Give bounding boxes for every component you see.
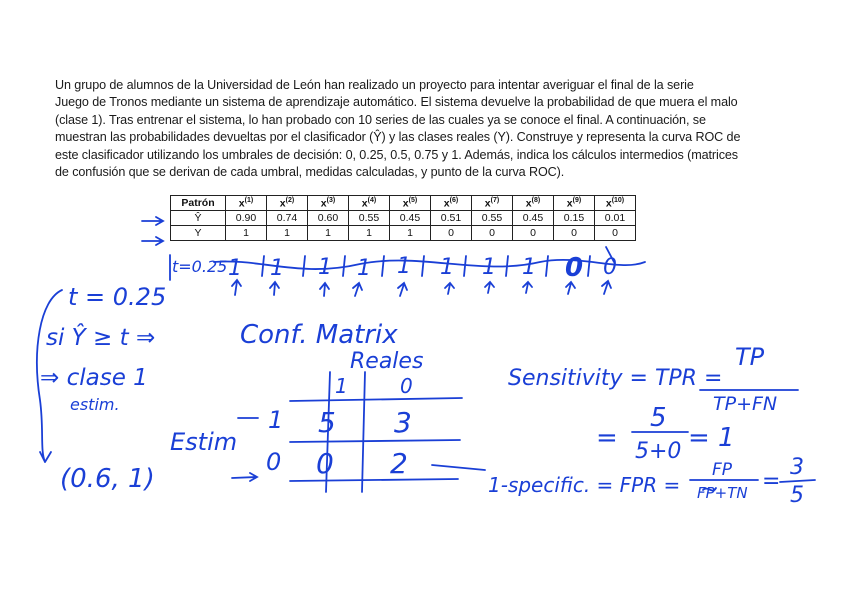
- table-cell: 0.60: [308, 211, 349, 226]
- statement-line: (clase 1). Tras entrenar el sistema, lo han probado con 10 series de las cuales ya se conoce el final. A continuación, se: [55, 112, 706, 127]
- col-header: $x^{(10)}$: [595, 196, 636, 211]
- table-cell: 0.90: [226, 211, 267, 226]
- equals-sign: =: [762, 469, 781, 494]
- statement-line: de confusión que se derivan de cada umbral, medidas calculadas, y punto de la curva ROC).: [55, 165, 565, 180]
- col-header: $x^{(3)}$: [308, 196, 349, 211]
- col-header: $x^{(6)}$: [431, 196, 472, 211]
- table-cell: 1: [267, 226, 308, 241]
- pattern-header: Patrón: [171, 196, 226, 211]
- threshold-value: 1: [318, 255, 332, 280]
- table-cell: 0.45: [390, 211, 431, 226]
- threshold-value: 1: [228, 256, 242, 281]
- statement-line: Juego de Tronos mediante un sistema de aprendizaje automático. El sistema devuelve la probabilidad de que muera el malo: [55, 95, 738, 110]
- col-header: $x^{(1)}$: [226, 196, 267, 211]
- table-cell: 0: [513, 226, 554, 241]
- arrow-icon: [398, 283, 407, 296]
- table-cell: 1: [308, 226, 349, 241]
- matrix-row-header: 0: [266, 448, 282, 476]
- estim-label: Estim: [170, 428, 238, 456]
- arrow-icon: [485, 282, 494, 293]
- tpr-denominator: TP+FN: [713, 393, 778, 415]
- table-cell: 0.45: [513, 211, 554, 226]
- tpr-numerator: TP: [735, 343, 765, 371]
- col-header: $x^{(5)}$: [390, 196, 431, 211]
- matrix-cell-tn: 2: [390, 447, 408, 480]
- threshold-value: 1: [270, 256, 284, 281]
- table-cell: 0: [431, 226, 472, 241]
- col-header: $x^{(2)}$: [267, 196, 308, 211]
- table-cell: 0: [472, 226, 513, 241]
- conf-matrix-title: Conf. Matrix: [240, 320, 398, 350]
- table-cell: 0.55: [349, 211, 390, 226]
- roc-point: (0.6, 1): [60, 464, 155, 494]
- table-cell: 0: [595, 226, 636, 241]
- matrix-hline-mid: [290, 440, 460, 442]
- matrix-vline-mid: [362, 372, 365, 492]
- reales-label: Reales: [350, 349, 424, 374]
- table-cell: 0: [554, 226, 595, 241]
- arrow-icon: [232, 280, 241, 295]
- left-note-line: t = 0.25: [68, 283, 167, 311]
- matrix-cell-fn: 0: [316, 447, 334, 480]
- threshold-value: 0: [565, 253, 584, 283]
- table-cell: 0.74: [267, 211, 308, 226]
- statement-line: Un grupo de alumnos de la Universidad de León han realizado un proyecto para intentar averiguar el final de la serie: [55, 78, 694, 92]
- threshold-value: 1: [522, 255, 536, 280]
- tpr-calc-denominator: 5+0: [635, 439, 682, 464]
- threshold-value: 1: [397, 254, 411, 279]
- arrow-icon: [270, 282, 279, 295]
- table-cell: 1: [390, 226, 431, 241]
- matrix-row-header: 1: [268, 406, 284, 434]
- arrow-icon: [232, 473, 257, 481]
- sensitivity-label: Sensitivity = TPR =: [508, 366, 723, 391]
- fraction-bar: [780, 480, 815, 482]
- tpr-result: = 1: [688, 423, 735, 453]
- threshold-dividers: [262, 256, 590, 276]
- col-header: $x^{(4)}$: [349, 196, 390, 211]
- matrix-col-header: 1: [335, 374, 348, 398]
- arrow-icon: [445, 283, 454, 294]
- arrow-icon: [142, 217, 163, 225]
- arrow-icon: [142, 237, 163, 245]
- fpr-numerator: FP: [712, 460, 733, 480]
- equals-sign: =: [596, 423, 618, 453]
- col-header: $x^{(7)}$: [472, 196, 513, 211]
- col-header: $x^{(8)}$: [513, 196, 554, 211]
- matrix-col-header: 0: [400, 374, 413, 398]
- tpr-calc-numerator: 5: [650, 403, 667, 433]
- fpr-label: 1-specific. = FPR =: [488, 473, 681, 497]
- threshold-value: 1: [440, 255, 454, 280]
- fpr-result-numerator: 3: [790, 455, 804, 480]
- threshold-row-label: t=0.25: [172, 257, 228, 276]
- table-cell: 0.01: [595, 211, 636, 226]
- left-note-line: ⇒ clase 1: [40, 365, 148, 391]
- arrow-icon: [602, 281, 611, 294]
- fpr-result-denominator: 5: [790, 483, 804, 508]
- arrow-icon: [353, 283, 362, 296]
- row-label: Ŷ: [171, 211, 226, 226]
- left-note-line: estim.: [70, 395, 120, 414]
- matrix-hline-top: [290, 398, 462, 401]
- row-label: Y: [171, 226, 226, 241]
- table-cell: 1: [226, 226, 267, 241]
- table-cell: 0.55: [472, 211, 513, 226]
- connector-line: [432, 465, 485, 470]
- fpr-denominator: FP+TN: [697, 484, 748, 502]
- col-header: $x^{(9)}$: [554, 196, 595, 211]
- left-note-line: si Ŷ ≥ t ⇒: [46, 325, 156, 351]
- threshold-value: 1: [357, 256, 371, 281]
- matrix-cell-fp: 3: [394, 406, 412, 439]
- arrow-icon: [523, 282, 532, 293]
- statement-line: este clasificador utilizando los umbrales de decisión: 0, 0.25, 0.5, 0.75 y 1. Además, indica los cálculos intermedios (matrices: [55, 147, 739, 162]
- matrix-cell-tp: 5: [318, 406, 336, 439]
- threshold-value: 1: [482, 255, 496, 280]
- arrow-icon: [566, 282, 575, 294]
- arrow-icon: [320, 283, 329, 296]
- table-cell: 0.15: [554, 211, 595, 226]
- threshold-value: 0: [603, 255, 617, 280]
- statement-line: muestran las probabilidades devueltas por el clasificador (Ŷ) y las clases reales (Y). Construye y representa la curva ROC de: [55, 130, 741, 145]
- table-cell: 1: [349, 226, 390, 241]
- table-cell: 0.51: [431, 211, 472, 226]
